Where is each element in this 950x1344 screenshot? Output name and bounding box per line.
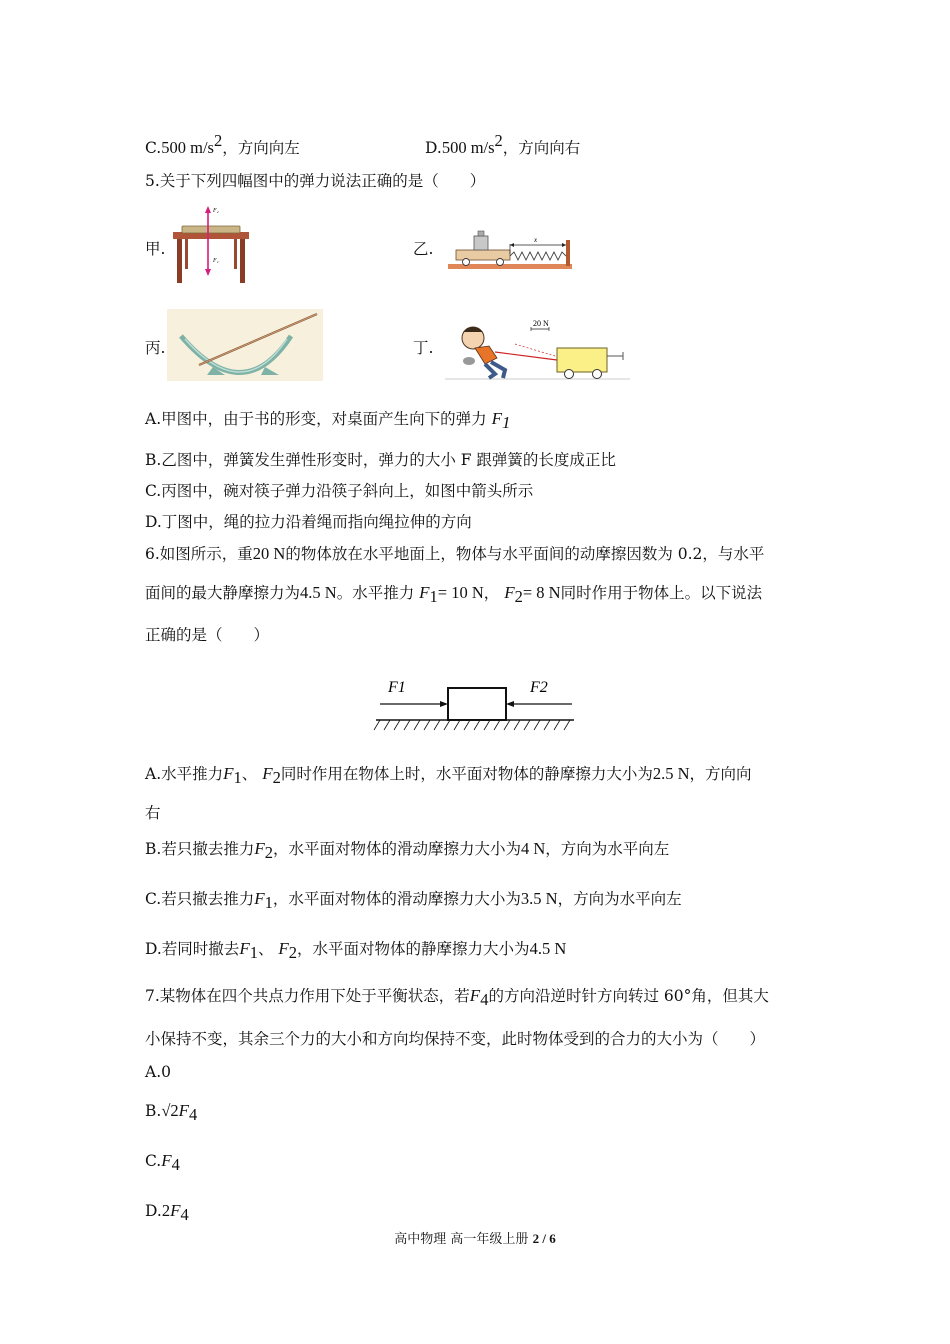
fig-q6-f1-label: F1 (388, 679, 406, 696)
q5-option-a: A.甲图中，由于书的形变，对桌面产生向下的弹力 $F_1$ (145, 409, 511, 432)
fig-label-jia: 甲. (145, 240, 166, 258)
q7-stem-line2: 小保持不变，其余三个力的大小和方向均保持不变，此时物体受到的合力的大小为（ ） (145, 1030, 766, 1048)
q5-option-b: B.乙图中，弹簧发生弹性形变时，弹力的大小 F 跟弹簧的长度成正比 (145, 451, 616, 469)
q6-option-a-line1: A.水平推力$F_1$、 $F_2$同时作用在物体上时，水平面对物体的静摩擦力大小为2.5 N，方向向 (145, 764, 752, 787)
q5-stem: 5.关于下列四幅图中的弹力说法正确的是（ ） (145, 172, 486, 190)
q7-option-c: $C.F_4$ (145, 1151, 180, 1174)
q7-option-a: A.0 (145, 1063, 171, 1081)
q4-option-d: D.500 $m/s^2$，方向向右 (425, 131, 581, 157)
fig-yi-x-label: x (534, 236, 538, 244)
fig-jia-f2-label: F₂ (213, 208, 219, 214)
page-footer: 高中物理 高一年级上册 2 / 6 (394, 1231, 556, 1247)
q7-option-d: $D.2F_4$ (145, 1201, 189, 1224)
q6-stem-line1: 6.如图所示，重20 N的物体放在水平地面上，物体与水平面间的动摩擦因数为 0.2，与水平 (145, 544, 765, 563)
fig-label-yi: 乙. (413, 240, 434, 258)
q5-option-d: D.丁图中，绳的拉力沿着绳而指向绳拉伸的方向 (145, 513, 472, 531)
figure-jia-table-book (170, 202, 252, 286)
q7-stem-line1: 7.某物体在四个共点力作用下处于平衡状态，若$F_4$的方向沿逆时针方向转过 60°角，但其大 (145, 986, 769, 1009)
q6-option-d: D.若同时撤去$F_1$、 $F_2$，水平面对物体的静摩擦力大小为4.5 N (145, 939, 567, 962)
q6-stem-line2: 面间的最大静摩擦力为4.5 N。水平推力 $F_1= 10$ N， $F_2= 8$ N同时作用于物体上。以下说法 (145, 583, 763, 606)
q6-stem-line3: 正确的是（ ） (145, 626, 270, 644)
figure-q6-block-forces (372, 672, 578, 734)
fig-q6-f2-label: F2 (530, 679, 548, 696)
q6-option-b: B.若只撤去推力$F_2$，水平面对物体的滑动摩擦力大小为4 N，方向为水平向左 (145, 839, 670, 862)
q6-option-a-line2: 右 (145, 804, 161, 822)
figure-bing-bowl-chopstick (167, 309, 323, 381)
fig-ding-20n-label: 20 N (533, 319, 549, 328)
q5-option-c: C.丙图中，碗对筷子弹力沿筷子斜向上，如图中箭头所示 (145, 482, 534, 500)
q6-option-c: C.若只撤去推力$F_1$，水平面对物体的滑动摩擦力大小为3.5 N，方向为水平向左 (145, 889, 682, 912)
figure-ding-pulling-cart (445, 316, 635, 382)
q4-option-c: C.500 $m/s^2$，方向向左 (145, 131, 300, 157)
fig-jia-f1-label: F₁ (213, 258, 219, 264)
fig-label-ding: 丁. (413, 339, 434, 357)
q7-option-b: $B.√2F_4$ (145, 1101, 198, 1124)
figure-yi-cart-spring (448, 226, 574, 272)
fig-label-bing: 丙. (145, 339, 166, 357)
